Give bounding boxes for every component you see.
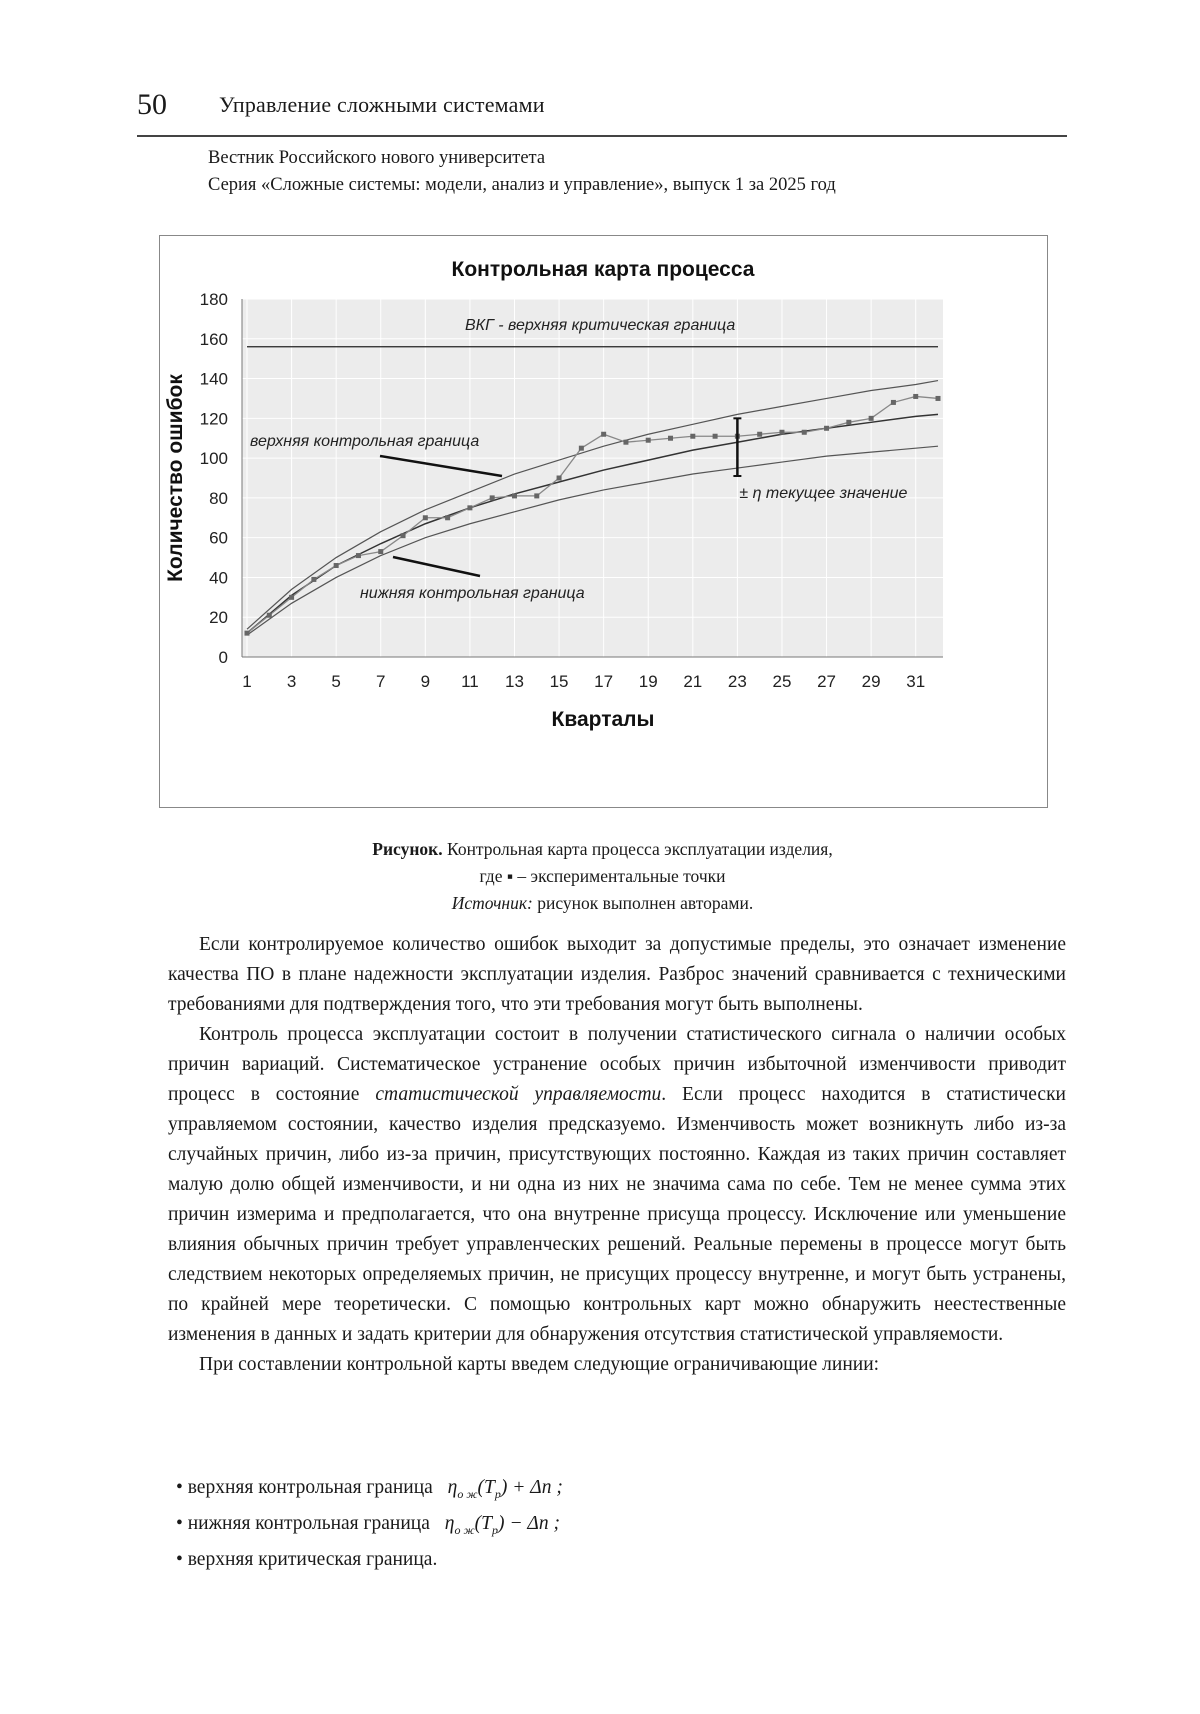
- y-tick-label: 80: [209, 488, 228, 508]
- x-tick-label: 9: [420, 672, 431, 691]
- formula-eta: η: [447, 1477, 458, 1498]
- x-tick-label: 15: [549, 672, 569, 691]
- bullet-text: • нижняя контрольная граница: [176, 1513, 430, 1534]
- formula-end: ) + Δn ;: [500, 1477, 563, 1498]
- data-point: [534, 493, 539, 498]
- x-tick-label: 5: [331, 672, 341, 691]
- formula: [447, 1477, 563, 1501]
- lcl-label: нижняя контрольная граница: [360, 585, 585, 602]
- data-point: [623, 440, 628, 445]
- data-point: [646, 438, 651, 443]
- y-tick-label: 20: [209, 608, 228, 628]
- journal-series: Серия «Сложные системы: модели, анализ и управление», выпуск 1 за 2025 год: [208, 175, 836, 195]
- data-point: [846, 420, 851, 425]
- data-point: [334, 563, 339, 568]
- paragraph-1: Если контролируемое количество ошибок выходит за допустимые пределы, это означает изменение качества ПО в плане надежности эксплуатации изделия. Разброс значений сравнивается с техническими требованиями для подтверждения того, что эти требования могут быть выполнены.: [168, 934, 1066, 1015]
- bullet-item: [168, 1542, 1066, 1578]
- data-point: [311, 577, 316, 582]
- paragraph-2: [168, 1020, 1066, 1350]
- figure-caption: [160, 836, 1045, 917]
- x-tick-label: 7: [376, 672, 386, 691]
- x-tick-label: 27: [817, 672, 837, 691]
- caption-legend: где ▪ – экспериментальные точки: [479, 866, 726, 886]
- formula-mid: (T: [477, 1477, 495, 1498]
- y-tick-label: 0: [218, 648, 228, 667]
- data-point: [289, 595, 294, 600]
- paragraph-2-italic: статистической управляемости: [375, 1084, 662, 1105]
- formula-end: ) − Δn ;: [497, 1513, 560, 1534]
- eta-label: ± η текущее значение: [739, 485, 908, 503]
- plot-area: [242, 299, 943, 657]
- data-point: [557, 476, 562, 481]
- x-tick-label: 13: [505, 672, 524, 691]
- body-text: [168, 930, 1066, 1380]
- data-point: [445, 515, 450, 520]
- data-point: [245, 631, 250, 636]
- chart-figure: [159, 235, 1048, 808]
- source-text: рисунок выполнен авторами.: [532, 893, 754, 913]
- x-tick-label: 19: [638, 672, 658, 691]
- data-point: [378, 549, 383, 554]
- y-tick-label: 40: [209, 568, 228, 588]
- x-tick-label: 29: [861, 672, 881, 691]
- y-tick-label: 60: [209, 528, 228, 548]
- y-tick-label: 160: [199, 329, 228, 349]
- y-tick-label: 180: [199, 290, 228, 309]
- x-tick-label: 1: [242, 672, 252, 691]
- data-point: [690, 434, 695, 439]
- bullet-item: [168, 1506, 1066, 1542]
- bullet-text: • верхняя критическая граница.: [176, 1549, 438, 1570]
- journal-name: Вестник Российского нового университета: [208, 148, 546, 168]
- data-point: [802, 430, 807, 435]
- bullet-text: • верхняя контрольная граница: [176, 1477, 433, 1498]
- running-title: Управление сложными системами: [219, 92, 545, 117]
- running-header: [137, 88, 1067, 128]
- header-rule: [137, 135, 1067, 137]
- x-tick-label: 31: [906, 672, 926, 691]
- x-tick-label: 23: [727, 672, 747, 691]
- data-point: [490, 495, 495, 500]
- page-number: 50: [137, 88, 167, 121]
- data-point: [601, 432, 606, 437]
- chart-title: Контрольная карта процесса: [451, 258, 755, 281]
- caption-label: Рисунок.: [372, 839, 443, 859]
- formula-subscript: о ж: [457, 1486, 478, 1501]
- ukg-label: ВКГ - верхняя критическая граница: [465, 317, 736, 334]
- data-point: [401, 533, 406, 538]
- data-point: [891, 400, 896, 405]
- data-point: [779, 430, 784, 435]
- paragraph-2-part-a: Контроль процесса эксплуатации состоит в получении статистического сигнала о наличии особых причин вариаций. Систематическое устранение особых причин избыточной изменчивости приводит процесс в состояние: [168, 1024, 1066, 1105]
- data-point: [869, 416, 874, 421]
- data-point: [713, 434, 718, 439]
- paragraph-3: При составлении контрольной карты введем следующие ограничивающие линии:: [199, 1354, 880, 1375]
- data-point: [423, 515, 428, 520]
- x-tick-label: 21: [683, 672, 703, 691]
- source-label: Источник:: [451, 893, 533, 913]
- caption-text: Контрольная карта процесса эксплуатации изделия,: [442, 839, 833, 859]
- y-tick-label: 120: [199, 409, 228, 429]
- data-point: [579, 446, 584, 451]
- x-axis-label: Кварталы: [551, 708, 655, 731]
- y-tick-label: 100: [199, 449, 228, 469]
- formula-subscript-2: p: [491, 1522, 498, 1537]
- x-tick-label: 11: [461, 672, 479, 691]
- control-chart: [160, 236, 1047, 807]
- formula: [444, 1513, 560, 1537]
- formula-mid: (T: [474, 1513, 492, 1534]
- ucl-label: верхняя контрольная граница: [250, 433, 480, 450]
- data-point: [356, 553, 361, 558]
- data-point: [757, 432, 762, 437]
- x-tick-label: 17: [594, 672, 614, 691]
- x-tick-label: 25: [772, 672, 792, 691]
- y-tick-label: 140: [199, 369, 228, 389]
- data-point: [824, 426, 829, 431]
- y-axis-label: Количество ошибок: [164, 374, 187, 582]
- bullet-item: [168, 1470, 1066, 1506]
- formula-subscript-2: p: [494, 1486, 501, 1501]
- paragraph-2-part-b: . Если процесс находится в статистически управляемом состоянии, качество изделия предсказуемо. Изменчивость может возникнуть либо из-за случайных причин, либо из-за причин, присутствующих постоянно. Каждая из таких причин составляет малую долю общей изменчивости, и ни одна из них не значима сама по себе. Тем не менее сумма этих причин измерима и предполагается, что она внутренне присуща процессу. Исключение или уменьшение влияния обычных причин требует управленческих решений. Реальные перемены в процессе могут быть следствием некоторых определяемых причин, не присущих процессу внутренне, и могут быть устранены, по крайней мере теоретически. С помощью контрольных карт можно обнаружить неестественные изменения в данных и задать критерии для обнаружения отсутствия статистической управляемости.: [168, 1084, 1066, 1345]
- formula-subscript: о ж: [454, 1522, 475, 1537]
- data-point: [913, 394, 918, 399]
- data-point: [668, 436, 673, 441]
- data-point: [267, 613, 272, 618]
- data-point: [512, 493, 517, 498]
- bullet-list: [168, 1470, 1066, 1578]
- x-tick-label: 3: [286, 672, 297, 691]
- formula-eta: η: [444, 1513, 455, 1534]
- data-point: [936, 396, 941, 401]
- journal-info: [208, 145, 836, 199]
- data-point: [467, 505, 472, 510]
